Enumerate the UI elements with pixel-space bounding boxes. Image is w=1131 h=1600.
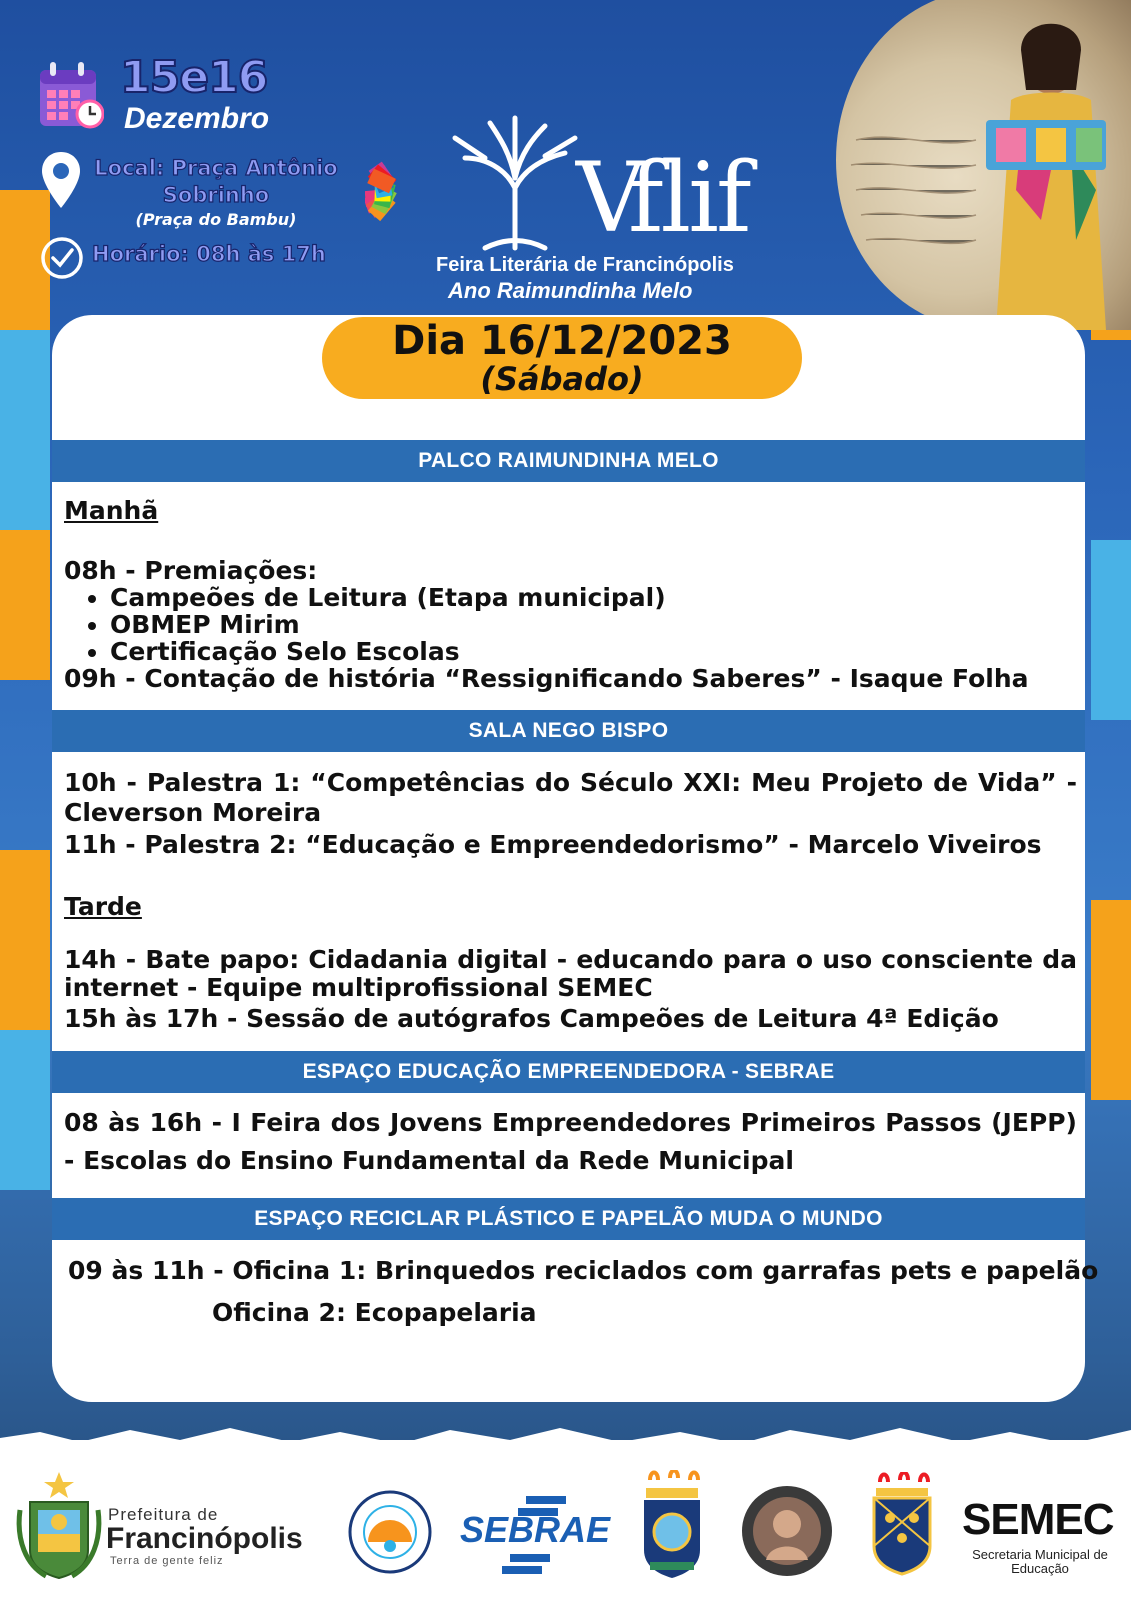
calendar-icon bbox=[38, 60, 104, 130]
list-item: • OBMEP Mirim bbox=[110, 611, 666, 638]
location-alias: (Praça do Bambu) bbox=[135, 210, 297, 229]
schedule-item: 09 às 11h - Oficina 1: Brinquedos reciclados com garrafas pets e papelão bbox=[68, 1256, 1099, 1285]
schedule-item: Oficina 2: Ecopapelaria bbox=[212, 1298, 537, 1327]
event-location bbox=[86, 155, 346, 209]
list-item: • Campeões de Leitura (Etapa municipal) bbox=[110, 584, 666, 611]
decor-stripe bbox=[1091, 540, 1131, 720]
day-badge bbox=[322, 317, 802, 399]
schedule-item: 08h - Premiações: bbox=[64, 556, 318, 585]
semec-subtitle: Secretaria Municipal de Educação bbox=[972, 1547, 1108, 1576]
event-hours: Horário: 08h às 17h bbox=[92, 242, 326, 266]
section-heading-palco: PALCO RAIMUNDINHA MELO bbox=[52, 440, 1085, 482]
location-line2: Sobrinho bbox=[162, 183, 270, 207]
clock-icon bbox=[40, 236, 84, 280]
decor-stripe bbox=[0, 330, 50, 530]
day-weekday: (Sábado) bbox=[480, 360, 644, 398]
decor-stripe bbox=[0, 1030, 50, 1190]
location-line1: Local: Praça Antônio bbox=[94, 156, 338, 180]
selo-unicef-seal bbox=[346, 1488, 434, 1576]
prefeitura-label: Prefeitura de bbox=[108, 1505, 219, 1524]
decor-stripe bbox=[1091, 900, 1131, 1100]
schedule-item: 09h - Contação de história “Ressignificando Saberes” - Isaque Folha bbox=[64, 664, 1029, 693]
period-afternoon: Tarde bbox=[64, 892, 142, 921]
prefeitura-slogan: Terra de gente feliz bbox=[110, 1555, 224, 1567]
period-morning: Manhã bbox=[64, 496, 159, 525]
schedule-item: 08 às 16h - I Feira dos Jovens Empreendedores Primeiros Passos (JEPP) - Escolas do Ensino Fundamental da Rede Municipal bbox=[64, 1108, 1077, 1175]
day-date: Dia 16/12/2023 bbox=[392, 318, 732, 364]
presenter-photo bbox=[836, 0, 1131, 330]
logo-edition: V bbox=[576, 142, 646, 254]
logo-name: flif bbox=[628, 142, 749, 254]
semec-wordmark: SEMEC bbox=[962, 1495, 1114, 1544]
list-item: • Certificação Selo Escolas bbox=[110, 638, 666, 665]
sebrae-wordmark: SEBRAE bbox=[460, 1509, 611, 1550]
decor-stripe bbox=[0, 530, 50, 680]
crest-seal bbox=[866, 1472, 938, 1576]
section-heading-reciclar: ESPAÇO RECICLAR PLÁSTICO E PAPELÃO MUDA O MUNDO bbox=[52, 1198, 1085, 1240]
section-heading-sebrae: ESPAÇO EDUCAÇÃO EMPREENDEDORA - SEBRAE bbox=[52, 1051, 1085, 1093]
event-month: Dezembro bbox=[124, 102, 270, 135]
logo-tagline: Ano Raimundinha Melo bbox=[448, 278, 693, 303]
schedule-item: 11h - Palestra 2: “Educação e Empreendedorismo” - Marcelo Viveiros bbox=[64, 830, 1042, 859]
location-pin-icon bbox=[40, 150, 82, 210]
decor-stripe bbox=[0, 850, 50, 1030]
schedule-item: 14h - Bate papo: Cidadania digital - educando para o uso consciente da internet - Equipe multiprofissional SEMEC bbox=[64, 945, 1077, 1002]
section-heading-sala: SALA NEGO BISPO bbox=[52, 710, 1085, 752]
ufpi-seal bbox=[636, 1470, 708, 1582]
schedule-item: 15h às 17h - Sessão de autógrafos Campeões de Leitura 4ª Edição bbox=[64, 1004, 999, 1033]
event-dates: 15e16 bbox=[120, 52, 268, 103]
pelotao-mirim-seal bbox=[740, 1484, 834, 1578]
prefeitura-name: Francinópolis bbox=[106, 1522, 303, 1555]
schedule-item: 10h - Palestra 1: “Competências do Século XXI: Meu Projeto de Vida” - Cleverson Moreira bbox=[64, 768, 1077, 827]
logo-subtitle: Feira Literária de Francinópolis bbox=[436, 254, 734, 276]
prefeitura-crest bbox=[16, 1470, 102, 1580]
awards-list bbox=[64, 584, 666, 665]
